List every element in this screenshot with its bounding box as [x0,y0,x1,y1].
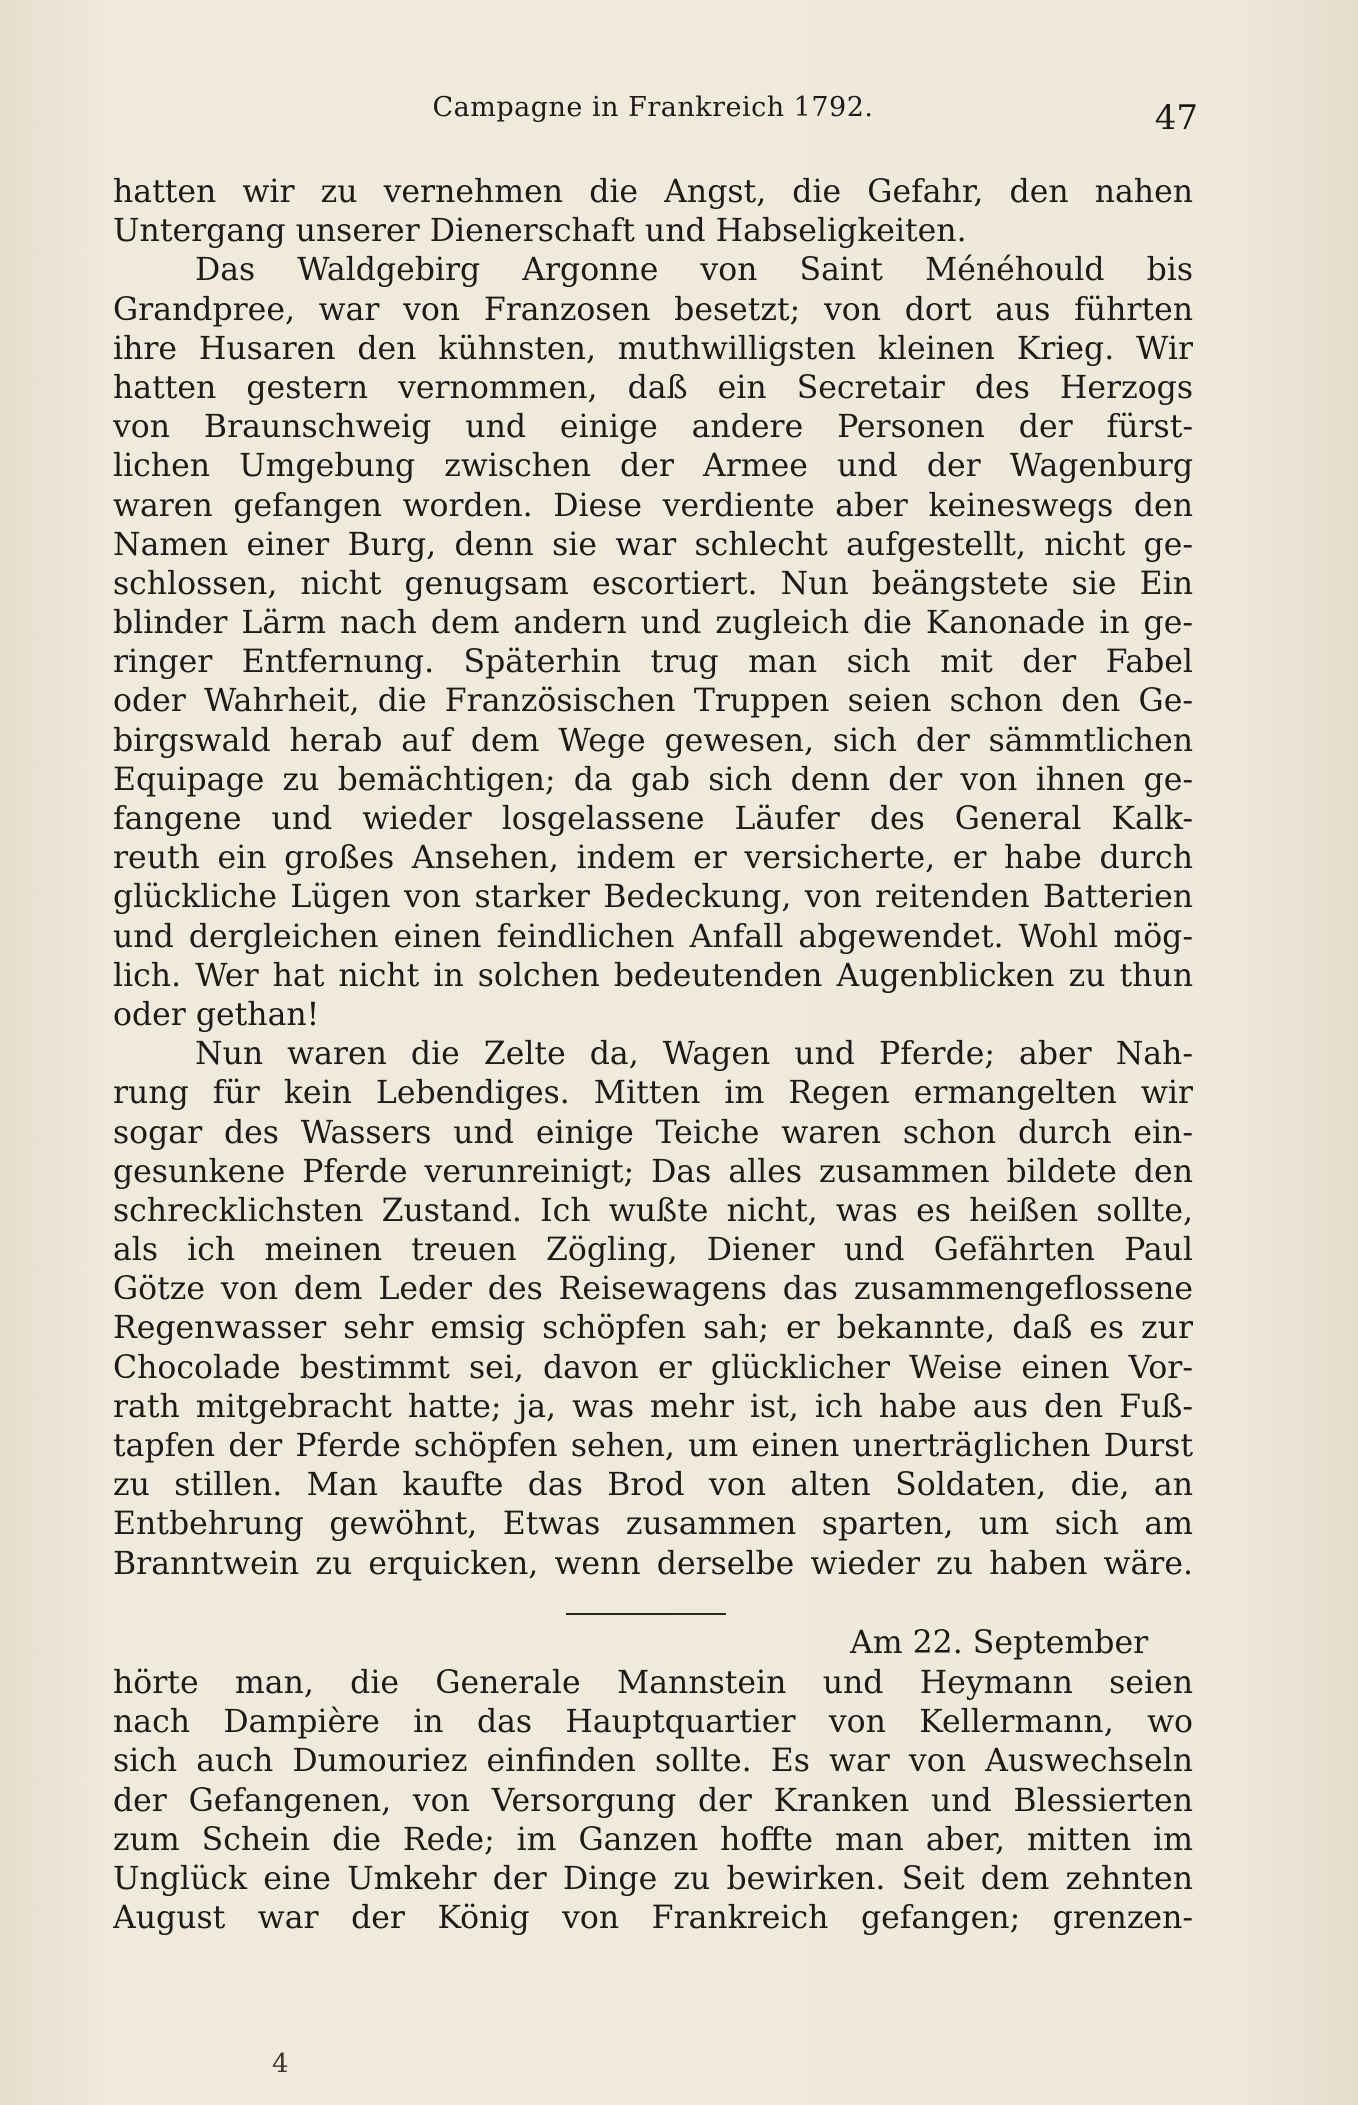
text-line: hörte man, die Generale Mannstein und Heymann seien [113,1665,1193,1701]
text-line: birgswald herab auf dem Wege gewesen, sich der sämmtlichen [113,722,1193,759]
text-line: sogar des Wassers und einige Teiche waren schon durch ein- [113,1114,1193,1151]
signature-mark: 4 [272,2049,289,2079]
text-line: Nun waren die Zelte da, Wagen und Pferde; aber Nah- [195,1036,1193,1073]
text-line: als ich meinen treuen Zögling, Diener und Gefährten Paul [113,1232,1193,1269]
continued-text [113,1664,1193,1938]
text-line: rath mitgebracht hatte; ja, was mehr ist, ich habe aus den Fuß- [113,1388,1193,1425]
page-number: 47 [1154,98,1198,138]
text-line: zu stillen. Man kaufte das Brod von alten Soldaten, die, an [113,1467,1193,1504]
text-line: schlossen, nicht genugsam escortiert. Nun beängstete sie Ein [113,565,1193,602]
text-line: tapfen der Pferde schöpfen sehen, um einen unerträglichen Durst [113,1428,1193,1464]
text-line: waren gefangen worden. Diese verdiente aber keineswegs den [113,487,1193,524]
text-line: rung für kein Lebendiges. Mitten im Regen ermangelten wir [113,1075,1193,1112]
text-line: August war der König von Frankreich gefangen; grenzen- [113,1900,1193,1937]
text-line: hatten gestern vernommen, daß ein Secretair des Herzogs [113,369,1193,406]
text-line: oder Wahrheit, die Französischen Truppen seien schon den Ge- [113,683,1193,720]
text-line: Regenwasser sehr emsig schöpfen sah; er bekannte, daß es zur [113,1310,1193,1347]
text-line: glückliche Lügen von starker Bedeckung, von reitenden Batterien [113,879,1193,916]
text-line: ihre Husaren den kühnsten, muthwilligsten kleinen Krieg. Wir [113,330,1193,367]
main-text [113,173,1193,1584]
text-line: schrecklichsten Zustand. Ich wußte nicht, was es heißen sollte, [113,1192,1193,1229]
text-line: zum Schein die Rede; im Ganzen hoffte man aber, mitten im [113,1821,1193,1858]
dateline: Am 22. September [850,1625,1149,1661]
text-line: reuth ein großes Ansehen, indem er versicherte, er habe durch [113,840,1193,877]
text-line: sich auch Dumouriez einfinden sollte. Es war von Auswechseln [113,1743,1193,1780]
text-line: Namen einer Burg, denn sie war schlecht aufgestellt, nicht ge- [113,526,1193,563]
text-line: und dergleichen einen feindlichen Anfall abgewendet. Wohl mög- [113,918,1193,955]
text-line: von Braunschweig und einige andere Personen der fürst- [113,409,1193,446]
text-line: Untergang unserer Dienerschaft und Habseligkeiten. [113,213,967,250]
text-line: Unglück eine Umkehr der Dinge zu bewirken. Seit dem zehnten [113,1860,1193,1897]
text-line: der Gefangenen, von Versorgung der Kranken und Blessierten [113,1782,1193,1819]
text-line: oder gethan! [113,996,320,1033]
text-line: nach Dampière in das Hauptquartier von Kellermann, wo [113,1704,1193,1741]
text-line: Das Waldgebirg Argonne von Saint Ménéhould bis [195,252,1193,289]
text-line: Equipage zu bemächtigen; da gab sich denn der von ihnen ge- [113,761,1193,798]
text-line: lich. Wer hat nicht in solchen bedeutenden Augenblicken zu thun [113,957,1193,994]
text-line: lichen Umgebung zwischen der Armee und der Wagenburg [113,448,1193,485]
text-line: ringer Entfernung. Späterhin trug man sich mit der Fabel [113,644,1193,681]
running-head [113,92,1198,138]
section-divider [566,1613,726,1615]
running-title: Campagne in Frankreich 1792. [432,92,874,123]
text-line: Grandpree, war von Franzosen besetzt; von dort aus führten [113,291,1193,328]
text-line: Chocolade bestimmt sei, davon er glücklicher Weise einen Vor- [113,1349,1193,1386]
text-line: Branntwein zu erquicken, wenn derselbe wieder zu haben wäre. [113,1545,1193,1582]
text-line: Entbehrung gewöhnt, Etwas zusammen sparten, um sich am [113,1506,1193,1543]
text-line: fangene und wieder losgelassene Läufer des General Kalk- [113,801,1193,837]
text-line: gesunkene Pferde verunreinigt; Das alles zusammen bildete den [113,1153,1193,1190]
text-line: blinder Lärm nach dem andern und zugleich die Kanonade in ge- [113,605,1193,642]
text-line: Götze von dem Leder des Reisewagens das zusammengeflossene [113,1271,1193,1308]
text-line: hatten wir zu vernehmen die Angst, die Gefahr, den nahen [113,174,1193,210]
